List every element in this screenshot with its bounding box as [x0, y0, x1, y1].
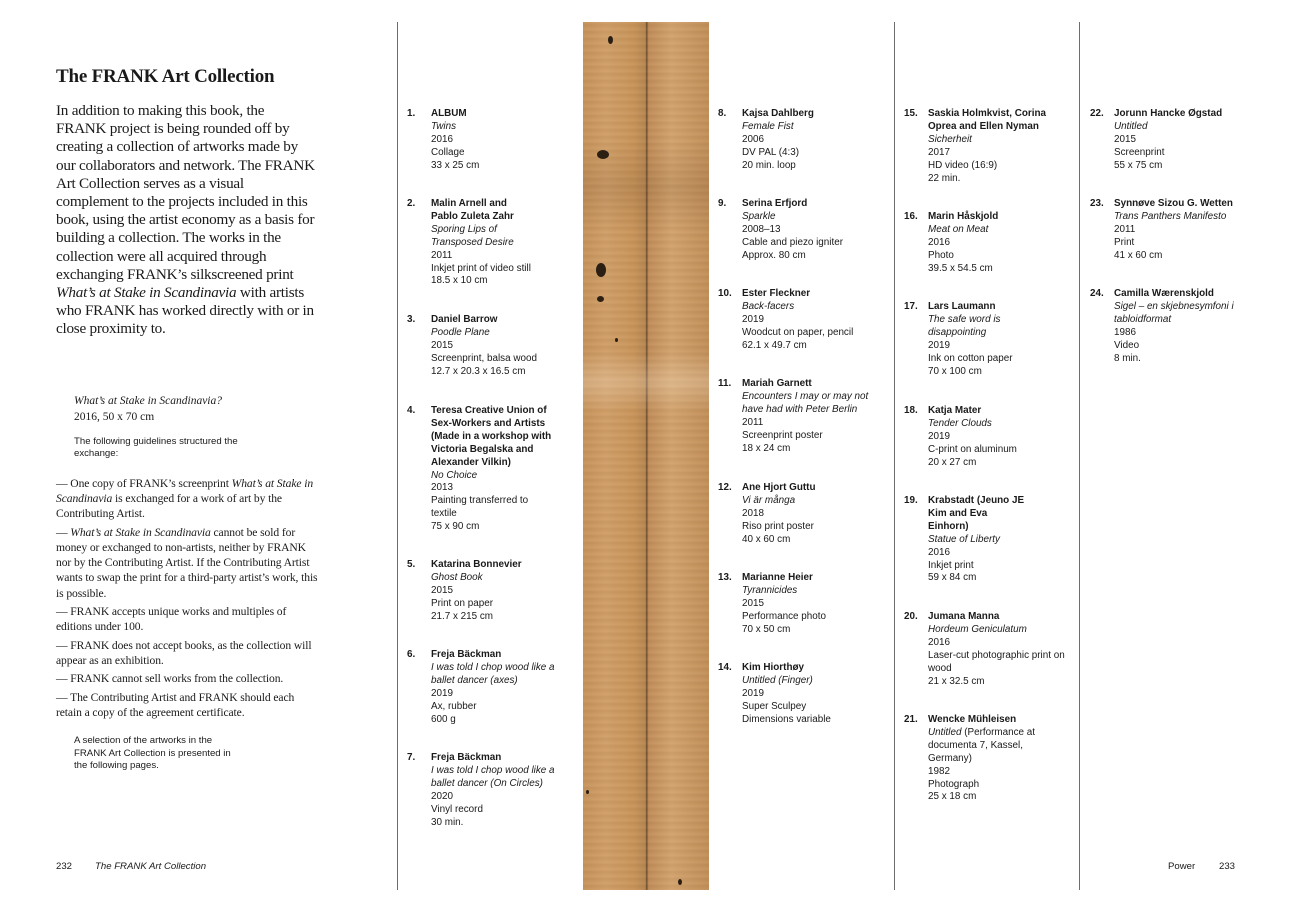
entry-artist: Camilla Wærenskjold [1114, 288, 1214, 299]
entry-year: 2016 [431, 133, 453, 145]
artwork-entry-6 [407, 649, 607, 726]
entry-medium: Laser-cut photographic print on wood [928, 649, 1065, 674]
entry-number: 20. [904, 611, 918, 622]
intro-text-a: In addition to making this book, the FRANK project is being rounded off by creating a collection of artworks made by our collaborators and network. The FRANK Art Collection serves as a visual complement to the projects included in this book, using the artist economy as a basis for building a collection. The works in the collection were all acquired through exchanging FRANK’s silkscreened print [56, 102, 315, 283]
entry-number: 14. [718, 662, 732, 673]
artwork-entry-24 [1090, 288, 1290, 365]
entry-artist: Synnøve Sizou G. Wetten [1114, 198, 1233, 209]
entry-medium: Cable and piezo igniter [742, 236, 844, 248]
artwork-entry-3 [407, 314, 607, 379]
entry-title: No Choice [431, 469, 478, 481]
entry-dimensions: 18.5 x 10 cm [431, 275, 488, 287]
artwork-entry-12 [718, 482, 918, 547]
entry-artist: Malin Arnell and Pablo Zuleta Zahr [431, 198, 514, 222]
entry-dimensions: 70 x 100 cm [928, 365, 982, 377]
artwork-entry-10 [718, 288, 918, 353]
entry-title: Hordeum Geniculatum [928, 623, 1027, 635]
artwork-entry-9 [718, 198, 918, 263]
entry-year: 2016 [928, 636, 950, 648]
print-caption-title: What’s at Stake in Scandinavia? [74, 394, 222, 407]
entry-number: 1. [407, 108, 416, 119]
entry-title: Poodle Plane [431, 326, 490, 338]
entry-number: 11. [718, 378, 732, 389]
right-running-title: Power [1168, 861, 1196, 872]
entry-dimensions: 21.7 x 215 cm [431, 610, 494, 622]
left-page-number: 232 [56, 861, 73, 872]
entry-artist: Teresa Creative Union of Sex-Workers and Artists (Made in a workshop with Victoria Begalska and Alexander Vilkin) [431, 405, 552, 468]
entry-medium: DV PAL (4:3) [742, 146, 800, 158]
entry-title: Tyrannicides [742, 584, 798, 596]
entry-dimensions: Dimensions variable [742, 713, 831, 725]
entry-year: 1982 [928, 765, 950, 777]
entry-number: 8. [718, 108, 727, 119]
entry-number: 15. [904, 108, 918, 119]
entry-artist: Freja Bäckman [431, 752, 502, 763]
artwork-entry-14 [718, 662, 918, 727]
entry-medium: Screenprint, balsa wood [431, 352, 537, 364]
entry-year: 2015 [1114, 133, 1136, 145]
entry-dimensions: 39.5 x 54.5 cm [928, 262, 993, 274]
entry-number: 2. [407, 198, 416, 209]
entry-medium: Print [1114, 236, 1135, 248]
entry-dimensions: 8 min. [1114, 352, 1141, 364]
entry-number: 18. [904, 405, 918, 416]
entry-dimensions: 20 min. loop [742, 159, 796, 171]
selection-note: A selection of the artworks in the FRANK Art Collection is presented in the following pages. [74, 735, 231, 772]
artwork-entry-17 [904, 301, 1104, 378]
entry-year: 2019 [928, 339, 950, 351]
artwork-entry-11 [718, 378, 918, 455]
entry-number: 23. [1090, 198, 1104, 209]
artwork-entry-8 [718, 108, 918, 173]
entry-artist: Freja Bäckman [431, 649, 502, 660]
artwork-entry-18 [904, 405, 1104, 470]
entry-title: Untitled [928, 726, 962, 738]
entry-year: 2019 [742, 313, 764, 325]
entry-artist: Daniel Barrow [431, 314, 498, 325]
print-caption [74, 393, 318, 425]
entry-number: 4. [407, 405, 416, 416]
entry-medium: Video [1114, 339, 1140, 351]
guideline-1-text-a: — One copy of FRANK’s screenprint [56, 476, 232, 490]
guideline-2 [56, 525, 318, 601]
entry-number: 9. [718, 198, 727, 209]
entry-number: 13. [718, 572, 732, 583]
guideline-4: — FRANK does not accept books, as the collection will appear as an exhibition. [56, 638, 312, 667]
guideline-2-text-a: — [56, 525, 71, 539]
guideline-2-text-italic: What’s at Stake in Scandinavia [70, 525, 211, 539]
entry-medium: Print on paper [431, 597, 494, 609]
entry-medium: Ink on cotton paper [928, 352, 1013, 364]
guidelines-list [56, 476, 318, 720]
entry-year: 2013 [431, 482, 453, 494]
entry-year: 2011 [742, 416, 764, 428]
entry-artist: Katja Mater [928, 405, 982, 416]
entry-year: 2015 [431, 584, 453, 596]
entry-dimensions: 22 min. [928, 172, 961, 184]
entry-dimensions: 20 x 27 cm [928, 456, 977, 468]
artwork-entry-16 [904, 211, 1104, 276]
entry-artist: Krabstadt (Jeuno JE Kim and Eva Einhorn) [928, 495, 1025, 532]
entry-number: 19. [904, 495, 918, 506]
entry-year: 2008–13 [742, 223, 781, 235]
entry-dimensions: 25 x 18 cm [928, 791, 977, 803]
entry-artist: Wencke Mühleisen [928, 714, 1017, 725]
entry-artist: Marianne Heier [742, 572, 813, 583]
entry-artist: Saskia Holmkvist, Corina Oprea and Ellen Nyman [928, 108, 1046, 132]
entry-year: 2011 [431, 249, 453, 261]
artwork-entry-4 [407, 405, 607, 534]
entry-medium: Inkjet print [928, 559, 974, 571]
artwork-entry-20 [904, 611, 1104, 688]
entry-medium: Performance photo [742, 610, 826, 622]
entry-dimensions: Approx. 80 cm [742, 249, 806, 261]
intro-text-italic: What’s at Stake in Scandinavia [56, 284, 237, 302]
entry-dimensions: 40 x 60 cm [742, 533, 791, 545]
entry-year: 2019 [928, 430, 950, 442]
artwork-entry-19 [904, 495, 1104, 585]
entry-year: 2015 [742, 597, 764, 609]
entry-artist: Ane Hjort Guttu [742, 482, 816, 493]
entry-dimensions: 12.7 x 20.3 x 16.5 cm [431, 365, 526, 377]
entry-artist: Lars Laumann [928, 301, 996, 312]
page-title: The FRANK Art Collection [56, 66, 275, 87]
guideline-3: — FRANK accepts unique works and multiples of editions under 100. [56, 605, 287, 634]
entry-medium: Collage [431, 146, 465, 158]
entry-number: 16. [904, 211, 918, 222]
entry-year: 2016 [928, 236, 950, 248]
entry-year: 2006 [742, 133, 764, 145]
entry-artist: Kajsa Dahlberg [742, 108, 814, 119]
entry-year: 2011 [1114, 223, 1136, 235]
entry-number: 5. [407, 559, 416, 570]
artwork-entry-7 [407, 752, 607, 829]
entry-title: Untitled [1114, 120, 1148, 132]
entry-title: Twins [431, 120, 457, 132]
entry-dimensions: 600 g [431, 713, 456, 725]
right-page-number: 233 [1219, 861, 1236, 872]
entry-title: Untitled (Finger) [742, 674, 813, 686]
entry-dimensions: 55 x 75 cm [1114, 159, 1163, 171]
entry-title: I was told I chop wood like a ballet dancer (axes) [431, 661, 555, 686]
entry-dimensions: 21 x 32.5 cm [928, 675, 985, 687]
entry-number: 7. [407, 752, 416, 763]
entry-medium: Vinyl record [431, 803, 483, 815]
artwork-entry-13 [718, 572, 918, 637]
entry-dimensions: 75 x 90 cm [431, 521, 480, 533]
entry-medium: C-print on aluminum [928, 443, 1017, 455]
entry-medium: Screenprint poster [742, 429, 823, 441]
artwork-entry-2 [407, 198, 607, 288]
entry-dimensions: 18 x 24 cm [742, 442, 791, 454]
guideline-1-text-italic: What’s at Stake in Scandinavia [56, 476, 314, 505]
entry-dimensions: 62.1 x 49.7 cm [742, 339, 807, 351]
guideline-2-text-b: cannot be sold for money or exchanged to non-artists, neither by FRANK nor by the Contributing Artist. If the Contributing Artist wants to swap the print for a third-party artist’s work, this is possible. [56, 525, 318, 600]
entry-title: Vi är många [742, 494, 796, 506]
entry-title: Statue of Liberty [928, 533, 1000, 545]
entry-artist: ALBUM [431, 108, 467, 119]
entry-title: Sparkle [742, 210, 776, 222]
entry-title: Encounters I may or may not have had with Peter Berlin [742, 390, 869, 415]
artwork-entry-5 [407, 559, 607, 624]
entry-number: 22. [1090, 108, 1104, 119]
entry-artist: Katarina Bonnevier [431, 559, 522, 570]
entry-artist: Serina Erfjord [742, 198, 808, 209]
entry-medium: Photograph [928, 778, 980, 790]
left-running-title: The FRANK Art Collection [95, 861, 207, 872]
guideline-1 [56, 476, 318, 522]
entry-medium: Riso print poster [742, 520, 814, 532]
entry-artist: Ester Fleckner [742, 288, 811, 299]
intro-paragraph [56, 102, 318, 339]
entry-title: Back-facers [742, 300, 795, 312]
entry-year: 2016 [928, 546, 950, 558]
entry-medium: Woodcut on paper, pencil [742, 326, 854, 338]
entry-number: 12. [718, 482, 732, 493]
entry-title: Meat on Meat [928, 223, 989, 235]
entry-dimensions: 30 min. [431, 816, 464, 828]
entry-medium: HD video (16:9) [928, 159, 998, 171]
entry-title: Sporing Lips of Transposed Desire [431, 223, 514, 248]
guideline-5: — FRANK cannot sell works from the collection. [56, 672, 284, 686]
entry-title: Ghost Book [431, 571, 483, 583]
entry-year: 2015 [431, 339, 453, 351]
entry-year: 2019 [431, 687, 453, 699]
left-text-column [56, 66, 318, 773]
entry-artist: Mariah Garnett [742, 378, 812, 389]
entry-artist: Jumana Manna [928, 611, 1000, 622]
entry-year: 2020 [431, 790, 453, 802]
entry-number: 3. [407, 314, 416, 325]
entry-title: Sicherheit [928, 133, 972, 145]
entry-number: 21. [904, 714, 918, 725]
entry-title: The safe word is disappointing [928, 313, 1001, 338]
entry-medium: Super Sculpey [742, 700, 807, 712]
artwork-entry-23 [1090, 198, 1290, 263]
entry-dimensions: 41 x 60 cm [1114, 249, 1163, 261]
entry-title: Trans Panthers Manifesto [1114, 210, 1227, 222]
entry-artist: Jorunn Hancke Øgstad [1114, 108, 1223, 119]
entry-year: 2017 [928, 146, 950, 158]
entry-medium: Painting transferred to textile [431, 495, 529, 520]
entry-year: 2019 [742, 687, 764, 699]
entry-title: Female Fist [742, 120, 794, 132]
entry-number: 10. [718, 288, 732, 299]
entry-number: 6. [407, 649, 416, 660]
entry-title: I was told I chop wood like a ballet dancer (On Circles) [431, 764, 555, 789]
artwork-entry-22 [1090, 108, 1290, 173]
entry-medium: Screenprint [1114, 146, 1165, 158]
entry-number: 17. [904, 301, 918, 312]
entry-number: 24. [1090, 288, 1104, 299]
print-caption-size: 2016, 50 x 70 cm [74, 410, 155, 423]
column-divider-1 [397, 22, 398, 890]
entry-artist: Kim Hiorthøy [742, 662, 804, 673]
entry-title-suffix: (Performance at documenta 7, Kassel, Germany) [928, 726, 1036, 764]
entry-year: 2018 [742, 507, 764, 519]
entry-title: Sigel – en skjebnesymfoni i tabloidformat [1114, 300, 1234, 325]
entry-year: 1986 [1114, 326, 1136, 338]
intro-text-b: with artists who FRANK has worked directly with or in close proximity to. [56, 284, 314, 338]
guidelines-intro: The following guidelines structured the exchange: [74, 435, 238, 460]
artwork-entry-1 [407, 108, 607, 173]
entry-title: Tender Clouds [928, 417, 992, 429]
entry-medium: Photo [928, 249, 954, 261]
entry-artist: Marin Håskjold [928, 211, 999, 222]
entry-medium: Ax, rubber [431, 700, 477, 712]
entry-dimensions: 70 x 50 cm [742, 623, 791, 635]
artwork-entry-21 [904, 714, 1104, 804]
entry-dimensions: 33 x 25 cm [431, 159, 480, 171]
entry-medium: Inkjet print of video still [431, 262, 531, 274]
entry-dimensions: 59 x 84 cm [928, 572, 977, 584]
guideline-1-text-b: is exchanged for a work of art by the Contributing Artist. [56, 491, 282, 521]
guideline-6: — The Contributing Artist and FRANK should each retain a copy of the agreement certificate. [56, 690, 295, 719]
artwork-entry-15 [904, 108, 1104, 185]
